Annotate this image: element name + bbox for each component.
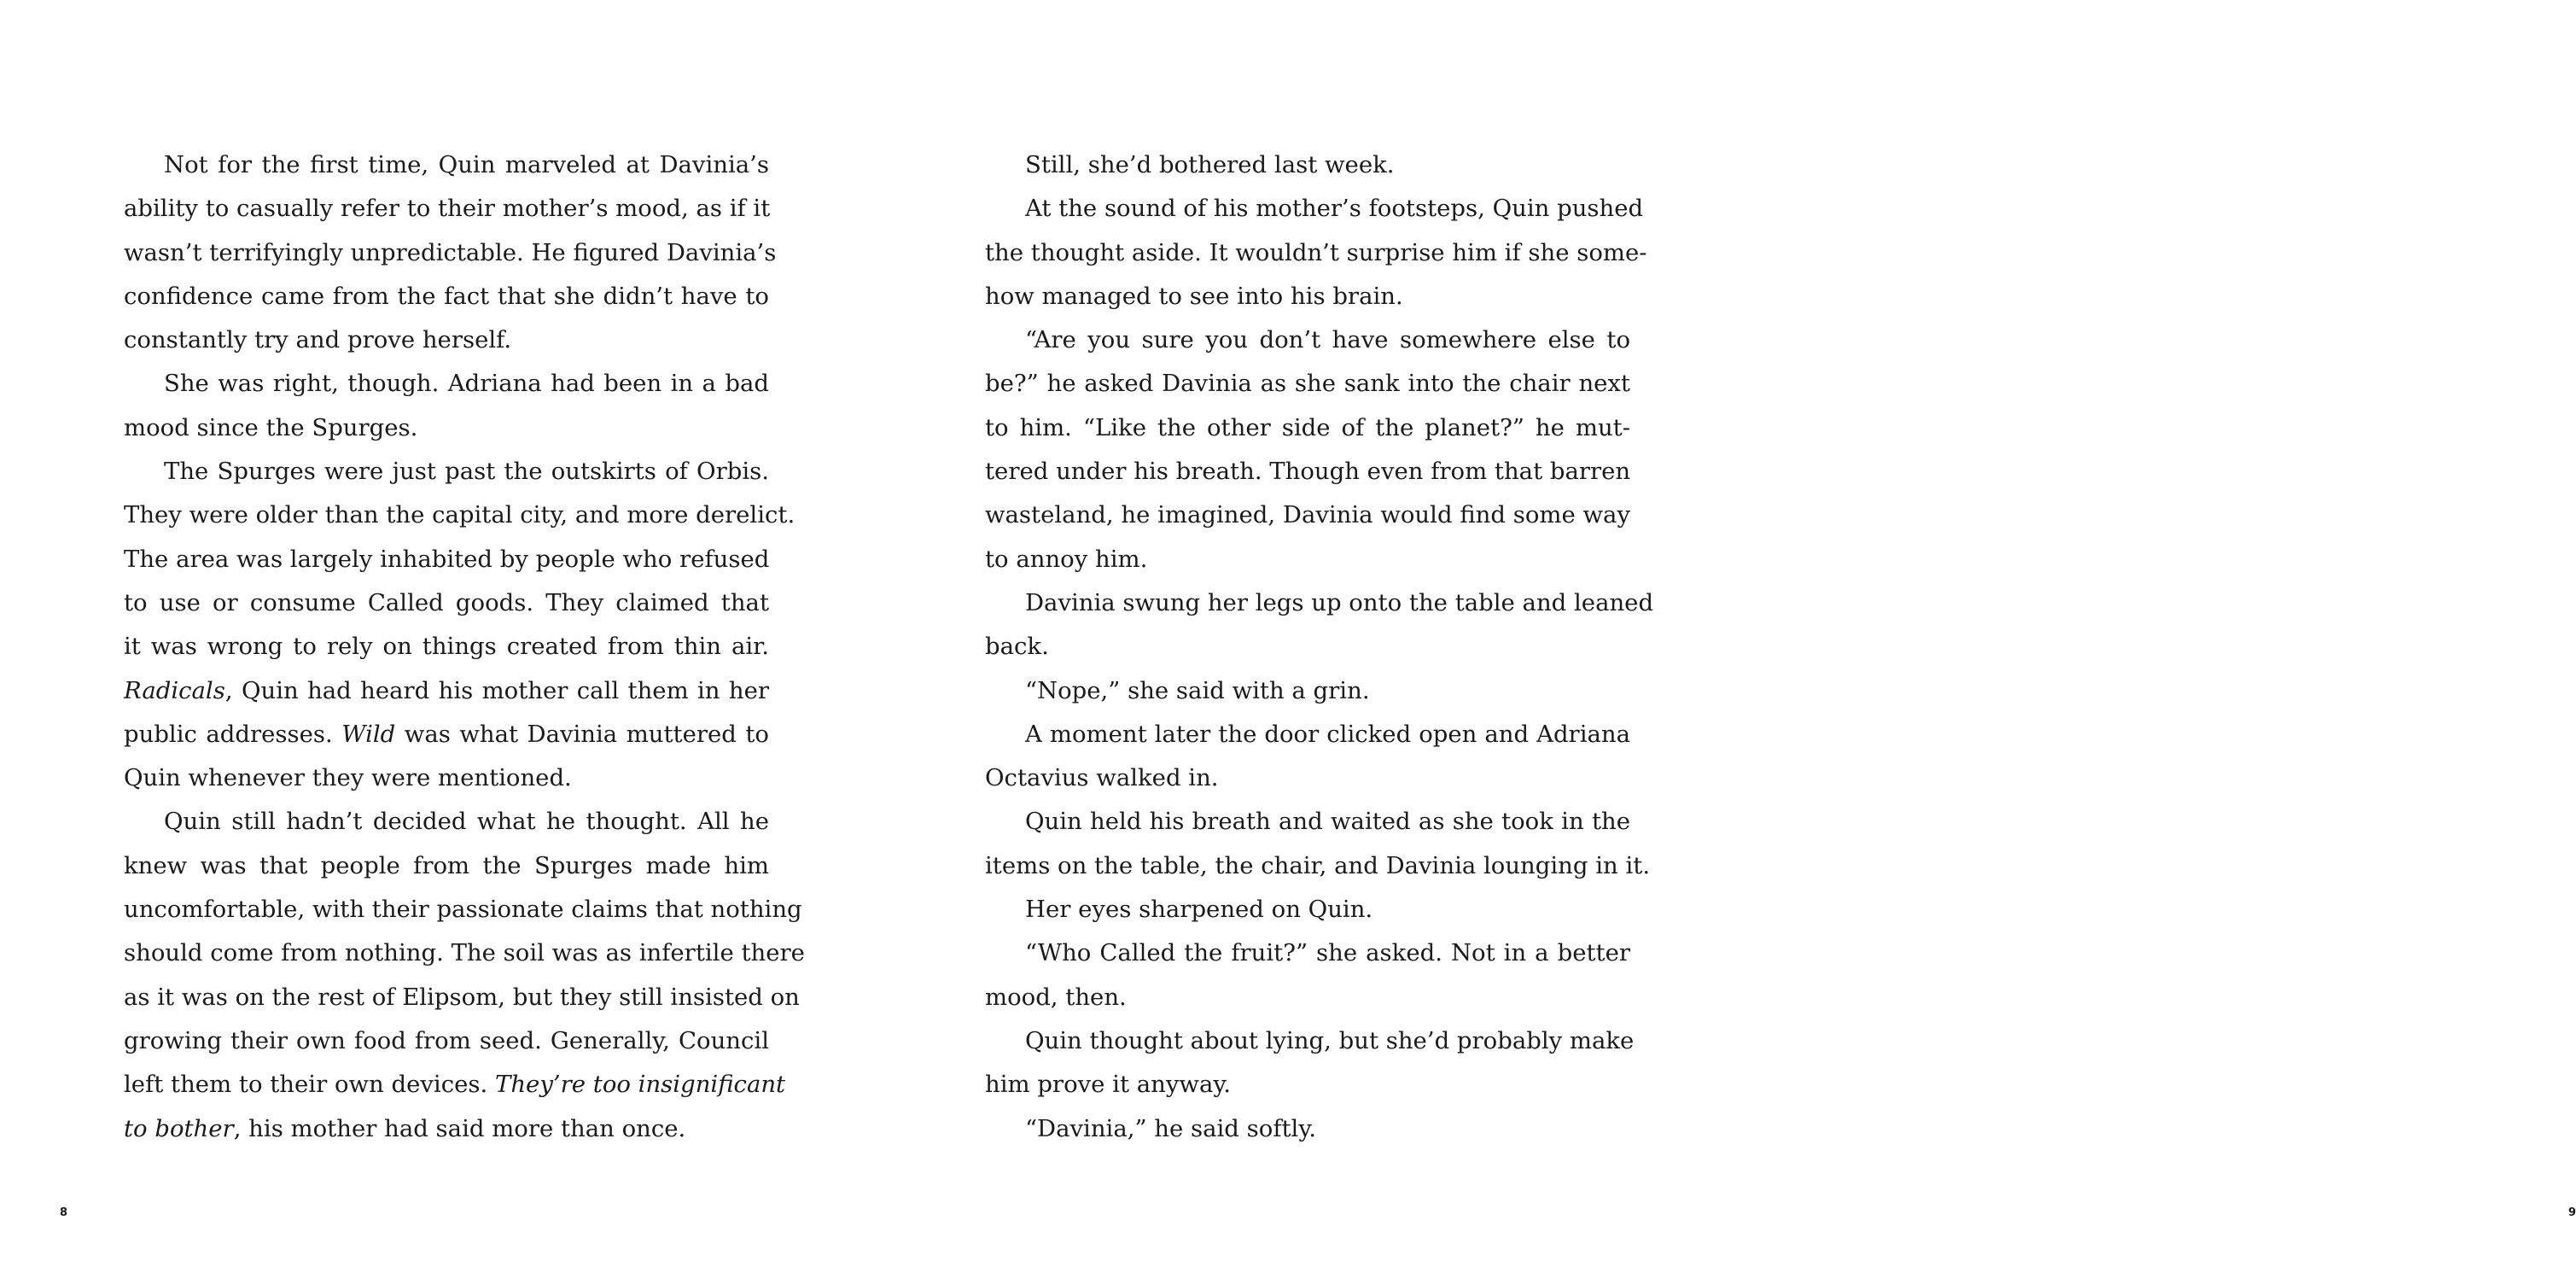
line-text: , Quin had heard his mother call them in her xyxy=(224,676,769,704)
text-line: At the sound of his mother’s footsteps, Quin pushed xyxy=(1025,195,1644,223)
text-line: as it was on the rest of Elipsom, but they still insisted on xyxy=(124,983,800,1011)
right-page xyxy=(874,0,2576,1267)
text-line: Quin still hadn’t decided what he thought. All he xyxy=(164,808,769,836)
text-line: to use or consume Called goods. They claimed that xyxy=(124,588,769,616)
text-line: She was right, though. Adriana had been in a bad xyxy=(164,370,769,398)
text-line xyxy=(124,713,769,756)
emphasized-text: to bother xyxy=(124,1114,234,1142)
text-line: The area was largely inhabited by people who refused xyxy=(124,545,770,573)
text-line: items on the table, the chair, and Davinia lounging in it. xyxy=(985,851,1651,879)
text-line: Still, she’d bothered last week. xyxy=(1025,151,1395,178)
text-line: the thought aside. It wouldn’t surprise him if she some- xyxy=(985,238,1647,266)
text-line: constantly try and prove herself. xyxy=(124,326,512,354)
page-number-left: 8 xyxy=(60,1206,68,1219)
text-line: wasteland, he imagined, Davinia would find some way xyxy=(985,501,1630,529)
text-line: ability to casually refer to their mother’s mood, as if it xyxy=(124,195,771,223)
text-line: to annoy him. xyxy=(985,545,1148,573)
text-line: be?” he asked Davinia as she sank into the chair next xyxy=(985,370,1630,398)
text-line: it was wrong to rely on things created from thin air. xyxy=(124,633,769,661)
text-line: Octavius walked in. xyxy=(985,764,1219,792)
emphasized-text: They’re too insignificant xyxy=(495,1071,786,1099)
text-line: tered under his breath. Though even from that barren xyxy=(985,458,1631,486)
text-line: “Davinia,” he said softly. xyxy=(1025,1114,1316,1142)
text-line: Quin whenever they were mentioned. xyxy=(124,764,572,792)
text-line: to him. “Like the other side of the planet?” he mut- xyxy=(985,413,1630,441)
text-line: him prove it anyway. xyxy=(985,1071,1231,1099)
line-text: , his mother had said more than once. xyxy=(233,1114,686,1142)
line-text: was what Davinia muttered to xyxy=(395,720,769,748)
text-line xyxy=(124,1063,786,1106)
text-line: wasn’t terrifyingly unpredictable. He figured Davinia’s xyxy=(124,238,777,266)
text-line: They were older than the capital city, and more derelict. xyxy=(124,501,796,529)
left-page xyxy=(0,0,874,1267)
line-text: public addresses. xyxy=(124,720,342,748)
text-line xyxy=(124,1107,769,1151)
text-line: “Nope,” she said with a grin. xyxy=(1025,676,1370,704)
text-line xyxy=(124,669,769,713)
text-line: back. xyxy=(985,633,1049,661)
text-line: Quin held his breath and waited as she took in the xyxy=(1025,808,1630,836)
text-line: “Are you sure you don’t have somewhere else to xyxy=(1025,326,1630,354)
text-line: should come from nothing. The soil was as infertile there xyxy=(124,939,805,967)
text-line: mood since the Spurges. xyxy=(124,413,418,441)
text-line: Not for the first time, Quin marveled at Davinia’s xyxy=(164,151,769,178)
text-line: Quin thought about lying, but she’d probably make xyxy=(1025,1026,1635,1054)
text-line: knew was that people from the Spurges made him xyxy=(124,851,769,879)
emphasized-text: Radicals xyxy=(124,676,225,704)
text-line: mood, then. xyxy=(985,983,1127,1011)
text-line: Her eyes sharpened on Quin. xyxy=(1025,896,1373,924)
left-page-text xyxy=(124,143,805,1151)
text-line: Davinia swung her legs up onto the table and leaned xyxy=(1025,588,1654,616)
text-line: The Spurges were just past the outskirts of Orbis. xyxy=(164,458,769,486)
right-page-text xyxy=(985,143,1654,1151)
text-line: how managed to see into his brain. xyxy=(985,282,1403,310)
text-line: confidence came from the fact that she didn’t have to xyxy=(124,282,769,310)
text-line: “Who Called the fruit?” she asked. Not in a better xyxy=(1025,939,1630,967)
text-line: uncomfortable, with their passionate claims that nothing xyxy=(124,896,802,924)
text-line: growing their own food from seed. Generally, Council xyxy=(124,1026,769,1054)
emphasized-text: Wild xyxy=(341,720,396,748)
page-number-right: 9 xyxy=(2568,1206,2576,1219)
text-line: A moment later the door clicked open and Adriana xyxy=(1025,720,1630,748)
line-text: left them to their own devices. xyxy=(124,1071,495,1099)
